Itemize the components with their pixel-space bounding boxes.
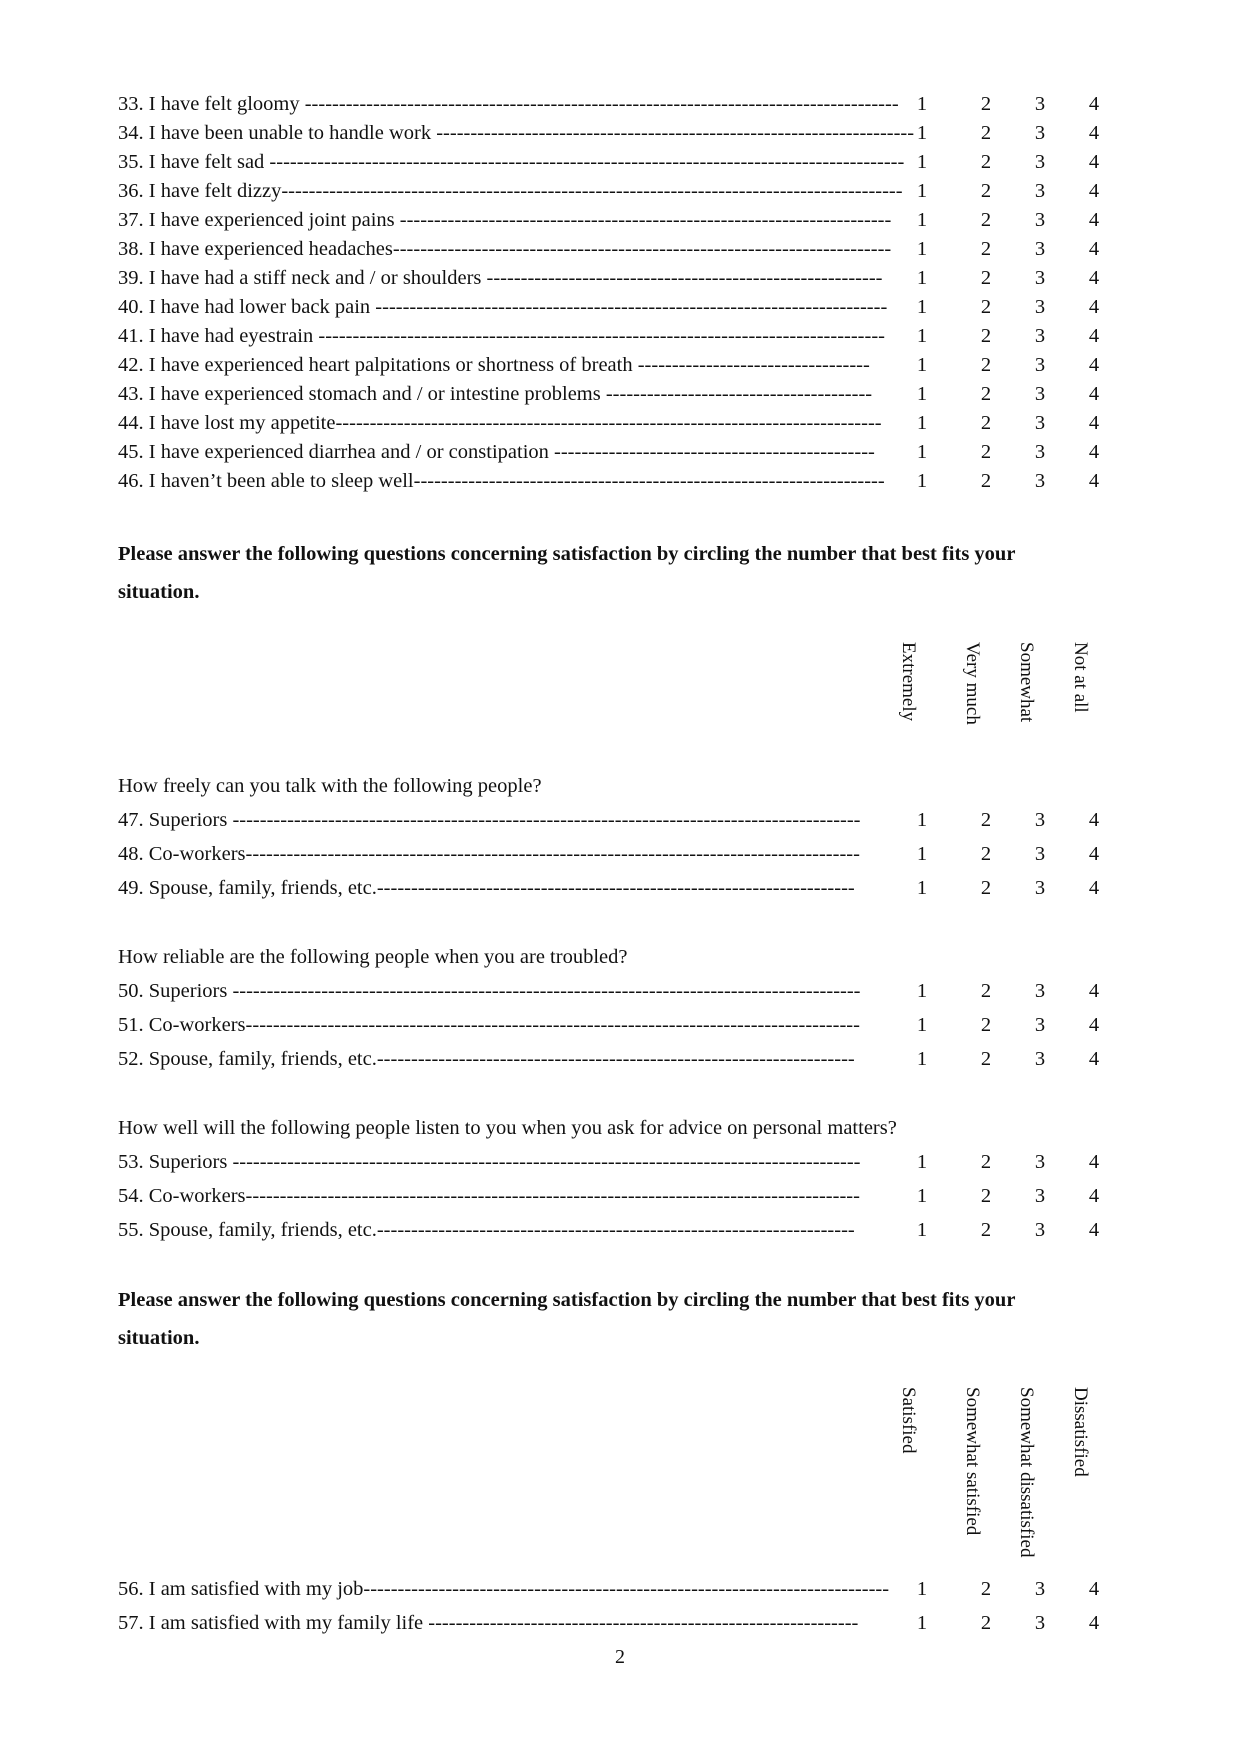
rating-2[interactable]: 2 xyxy=(980,325,992,347)
scale-header-somewhat: Somewhat xyxy=(1016,642,1037,723)
rating-2[interactable]: 2 xyxy=(980,296,992,318)
item-statement: 49. Spouse, family, friends, etc.---------------------------------------------------------------------- xyxy=(118,877,855,899)
rating-1[interactable]: 1 xyxy=(916,412,928,434)
rating-4[interactable]: 4 xyxy=(1088,354,1100,376)
scale-header-satisfied: Satisfied xyxy=(898,1387,919,1454)
rating-3[interactable]: 3 xyxy=(1034,93,1046,115)
rating-3[interactable]: 3 xyxy=(1034,122,1046,144)
item-row xyxy=(118,1574,1118,1604)
item-statement: 46. I haven’t been able to sleep well--------------------------------------------------------------------- xyxy=(118,470,885,492)
rating-2[interactable]: 2 xyxy=(980,877,992,899)
item-statement: 50. Superiors -------------------------------------------------------------------------------------------- xyxy=(118,980,861,1002)
item-statement: 53. Superiors -------------------------------------------------------------------------------------------- xyxy=(118,1151,861,1173)
rating-4[interactable]: 4 xyxy=(1088,180,1100,202)
item-statement: 36. I have felt dizzy------------------------------------------------------------------------------------------- xyxy=(118,180,903,202)
rating-3[interactable]: 3 xyxy=(1034,180,1046,202)
item-statement: 42. I have experienced heart palpitations or shortness of breath ---------------------------------- xyxy=(118,354,870,376)
rating-3[interactable]: 3 xyxy=(1034,1048,1046,1070)
item-row xyxy=(118,408,1118,438)
scale-header-extremely: Extremely xyxy=(898,642,919,722)
rating-2[interactable]: 2 xyxy=(980,441,992,463)
rating-1[interactable]: 1 xyxy=(916,180,928,202)
rating-1[interactable]: 1 xyxy=(916,383,928,405)
item-statement: 44. I have lost my appetite-------------------------------------------------------------------------------- xyxy=(118,412,882,434)
rating-4[interactable]: 4 xyxy=(1088,296,1100,318)
rating-3[interactable]: 3 xyxy=(1034,980,1046,1002)
rating-2[interactable]: 2 xyxy=(980,209,992,231)
group-question: How reliable are the following people when you are troubled? xyxy=(118,946,628,968)
rating-1[interactable]: 1 xyxy=(916,267,928,289)
scale-header-not-at-all: Not at all xyxy=(1070,642,1091,713)
rating-4[interactable]: 4 xyxy=(1088,93,1100,115)
rating-1[interactable]: 1 xyxy=(916,325,928,347)
rating-1[interactable]: 1 xyxy=(916,1612,928,1634)
scale-header-somewhat-dissatisfied: Somewhat dissatisfied xyxy=(1016,1387,1037,1558)
rating-2[interactable]: 2 xyxy=(980,1219,992,1241)
rating-1[interactable]: 1 xyxy=(916,809,928,831)
item-statement: 54. Co-workers------------------------------------------------------------------------------------------ xyxy=(118,1185,860,1207)
rating-2[interactable]: 2 xyxy=(980,238,992,260)
rating-4[interactable]: 4 xyxy=(1088,1219,1100,1241)
item-statement: 38. I have experienced headaches------------------------------------------------------------------------- xyxy=(118,238,892,260)
rating-4[interactable]: 4 xyxy=(1088,843,1100,865)
item-statement: 57. I am satisfied with my family life --------------------------------------------------------------- xyxy=(118,1612,859,1634)
rating-2[interactable]: 2 xyxy=(980,1612,992,1634)
item-statement: 34. I have been unable to handle work ---------------------------------------------------------------------- xyxy=(118,122,914,144)
rating-2[interactable]: 2 xyxy=(980,980,992,1002)
rating-1[interactable]: 1 xyxy=(916,209,928,231)
scale-header-somewhat-satisfied: Somewhat satisfied xyxy=(962,1387,983,1536)
rating-3[interactable]: 3 xyxy=(1034,1014,1046,1036)
rating-2[interactable]: 2 xyxy=(980,1578,992,1600)
rating-2[interactable]: 2 xyxy=(980,122,992,144)
item-row xyxy=(118,873,1118,903)
item-row xyxy=(118,466,1118,496)
rating-1[interactable]: 1 xyxy=(916,1151,928,1173)
item-row xyxy=(118,263,1118,293)
instruction-block xyxy=(118,535,1088,611)
rating-4[interactable]: 4 xyxy=(1088,412,1100,434)
item-statement: 40. I have had lower back pain --------------------------------------------------------------------------- xyxy=(118,296,888,318)
rating-3[interactable]: 3 xyxy=(1034,809,1046,831)
rating-3[interactable]: 3 xyxy=(1034,412,1046,434)
rating-3[interactable]: 3 xyxy=(1034,877,1046,899)
rating-3[interactable]: 3 xyxy=(1034,267,1046,289)
rating-4[interactable]: 4 xyxy=(1088,470,1100,492)
rating-1[interactable]: 1 xyxy=(916,1185,928,1207)
rating-1[interactable]: 1 xyxy=(916,470,928,492)
rating-3[interactable]: 3 xyxy=(1034,1151,1046,1173)
rating-2[interactable]: 2 xyxy=(980,180,992,202)
rating-3[interactable]: 3 xyxy=(1034,209,1046,231)
rating-1[interactable]: 1 xyxy=(916,93,928,115)
item-row xyxy=(118,1010,1118,1040)
instruction-line: Please answer the following questions concerning satisfaction by circling the number that best fits your xyxy=(118,1289,1016,1311)
rating-4[interactable]: 4 xyxy=(1088,325,1100,347)
item-row xyxy=(118,350,1118,380)
rating-4[interactable]: 4 xyxy=(1088,1612,1100,1634)
rating-1[interactable]: 1 xyxy=(916,122,928,144)
rating-1[interactable]: 1 xyxy=(916,296,928,318)
item-statement: 45. I have experienced diarrhea and / or constipation ----------------------------------------------- xyxy=(118,441,875,463)
rating-4[interactable]: 4 xyxy=(1088,209,1100,231)
rating-4[interactable]: 4 xyxy=(1088,1185,1100,1207)
item-statement: 51. Co-workers------------------------------------------------------------------------------------------ xyxy=(118,1014,860,1036)
rating-2[interactable]: 2 xyxy=(980,1014,992,1036)
rating-4[interactable]: 4 xyxy=(1088,980,1100,1002)
item-row xyxy=(118,1044,1118,1074)
item-row xyxy=(118,89,1118,119)
rating-4[interactable]: 4 xyxy=(1088,1578,1100,1600)
rating-2[interactable]: 2 xyxy=(980,470,992,492)
item-row xyxy=(118,805,1118,835)
group-question: How freely can you talk with the following people? xyxy=(118,775,542,797)
rating-3[interactable]: 3 xyxy=(1034,843,1046,865)
rating-3[interactable]: 3 xyxy=(1034,1612,1046,1634)
page-number: 2 xyxy=(615,1646,625,1668)
rating-2[interactable]: 2 xyxy=(980,1185,992,1207)
item-row xyxy=(118,176,1118,206)
rating-1[interactable]: 1 xyxy=(916,843,928,865)
item-statement: 52. Spouse, family, friends, etc.---------------------------------------------------------------------- xyxy=(118,1048,855,1070)
item-statement: 47. Superiors -------------------------------------------------------------------------------------------- xyxy=(118,809,861,831)
item-row xyxy=(118,839,1118,869)
instruction-line: situation. xyxy=(118,581,200,603)
rating-2[interactable]: 2 xyxy=(980,267,992,289)
rating-1[interactable]: 1 xyxy=(916,441,928,463)
rating-4[interactable]: 4 xyxy=(1088,1151,1100,1173)
rating-1[interactable]: 1 xyxy=(916,354,928,376)
scale-header-dissatisfied: Dissatisfied xyxy=(1070,1387,1091,1477)
rating-2[interactable]: 2 xyxy=(980,383,992,405)
item-row xyxy=(118,1147,1118,1177)
rating-4[interactable]: 4 xyxy=(1088,383,1100,405)
rating-4[interactable]: 4 xyxy=(1088,441,1100,463)
rating-3[interactable]: 3 xyxy=(1034,441,1046,463)
rating-3[interactable]: 3 xyxy=(1034,354,1046,376)
rating-1[interactable]: 1 xyxy=(916,1014,928,1036)
item-row xyxy=(118,1215,1118,1245)
rating-1[interactable]: 1 xyxy=(916,980,928,1002)
rating-3[interactable]: 3 xyxy=(1034,383,1046,405)
rating-4[interactable]: 4 xyxy=(1088,1048,1100,1070)
item-statement: 37. I have experienced joint pains ------------------------------------------------------------------------ xyxy=(118,209,892,231)
rating-2[interactable]: 2 xyxy=(980,809,992,831)
rating-4[interactable]: 4 xyxy=(1088,122,1100,144)
item-row xyxy=(118,234,1118,264)
rating-1[interactable]: 1 xyxy=(916,1048,928,1070)
instruction-block xyxy=(118,1281,1088,1357)
rating-2[interactable]: 2 xyxy=(980,1048,992,1070)
rating-4[interactable]: 4 xyxy=(1088,1014,1100,1036)
rating-3[interactable]: 3 xyxy=(1034,151,1046,173)
item-row xyxy=(118,437,1118,467)
rating-2[interactable]: 2 xyxy=(980,93,992,115)
item-row xyxy=(118,118,1118,148)
item-row xyxy=(118,379,1118,409)
rating-1[interactable]: 1 xyxy=(916,238,928,260)
rating-1[interactable]: 1 xyxy=(916,1219,928,1241)
item-statement: 48. Co-workers------------------------------------------------------------------------------------------ xyxy=(118,843,860,865)
item-row xyxy=(118,205,1118,235)
rating-3[interactable]: 3 xyxy=(1034,1578,1046,1600)
item-statement: 39. I have had a stiff neck and / or shoulders ---------------------------------------------------------- xyxy=(118,267,883,289)
item-statement: 33. I have felt gloomy --------------------------------------------------------------------------------------- xyxy=(118,93,899,115)
rating-3[interactable]: 3 xyxy=(1034,296,1046,318)
rating-2[interactable]: 2 xyxy=(980,354,992,376)
rating-2[interactable]: 2 xyxy=(980,843,992,865)
rating-2[interactable]: 2 xyxy=(980,151,992,173)
rating-2[interactable]: 2 xyxy=(980,1151,992,1173)
rating-3[interactable]: 3 xyxy=(1034,325,1046,347)
instruction-line: Please answer the following questions concerning satisfaction by circling the number that best fits your xyxy=(118,543,1016,565)
item-row xyxy=(118,1181,1118,1211)
rating-3[interactable]: 3 xyxy=(1034,470,1046,492)
item-row xyxy=(118,1608,1118,1638)
group-question: How well will the following people listen to you when you ask for advice on personal matters? xyxy=(118,1117,897,1139)
item-row xyxy=(118,321,1118,351)
rating-3[interactable]: 3 xyxy=(1034,1219,1046,1241)
rating-1[interactable]: 1 xyxy=(916,877,928,899)
item-statement: 56. I am satisfied with my job----------------------------------------------------------------------------- xyxy=(118,1578,890,1600)
rating-4[interactable]: 4 xyxy=(1088,809,1100,831)
rating-4[interactable]: 4 xyxy=(1088,877,1100,899)
rating-3[interactable]: 3 xyxy=(1034,238,1046,260)
instruction-line: situation. xyxy=(118,1327,200,1349)
rating-2[interactable]: 2 xyxy=(980,412,992,434)
item-statement: 41. I have had eyestrain ----------------------------------------------------------------------------------- xyxy=(118,325,885,347)
rating-4[interactable]: 4 xyxy=(1088,238,1100,260)
rating-1[interactable]: 1 xyxy=(916,151,928,173)
item-row xyxy=(118,147,1118,177)
item-row xyxy=(118,976,1118,1006)
item-row xyxy=(118,292,1118,322)
scale-header-very-much: Very much xyxy=(962,642,983,725)
item-statement: 55. Spouse, family, friends, etc.---------------------------------------------------------------------- xyxy=(118,1219,855,1241)
rating-1[interactable]: 1 xyxy=(916,1578,928,1600)
rating-4[interactable]: 4 xyxy=(1088,267,1100,289)
item-statement: 43. I have experienced stomach and / or intestine problems --------------------------------------- xyxy=(118,383,873,405)
item-statement: 35. I have felt sad --------------------------------------------------------------------------------------------- xyxy=(118,151,905,173)
rating-4[interactable]: 4 xyxy=(1088,151,1100,173)
rating-3[interactable]: 3 xyxy=(1034,1185,1046,1207)
